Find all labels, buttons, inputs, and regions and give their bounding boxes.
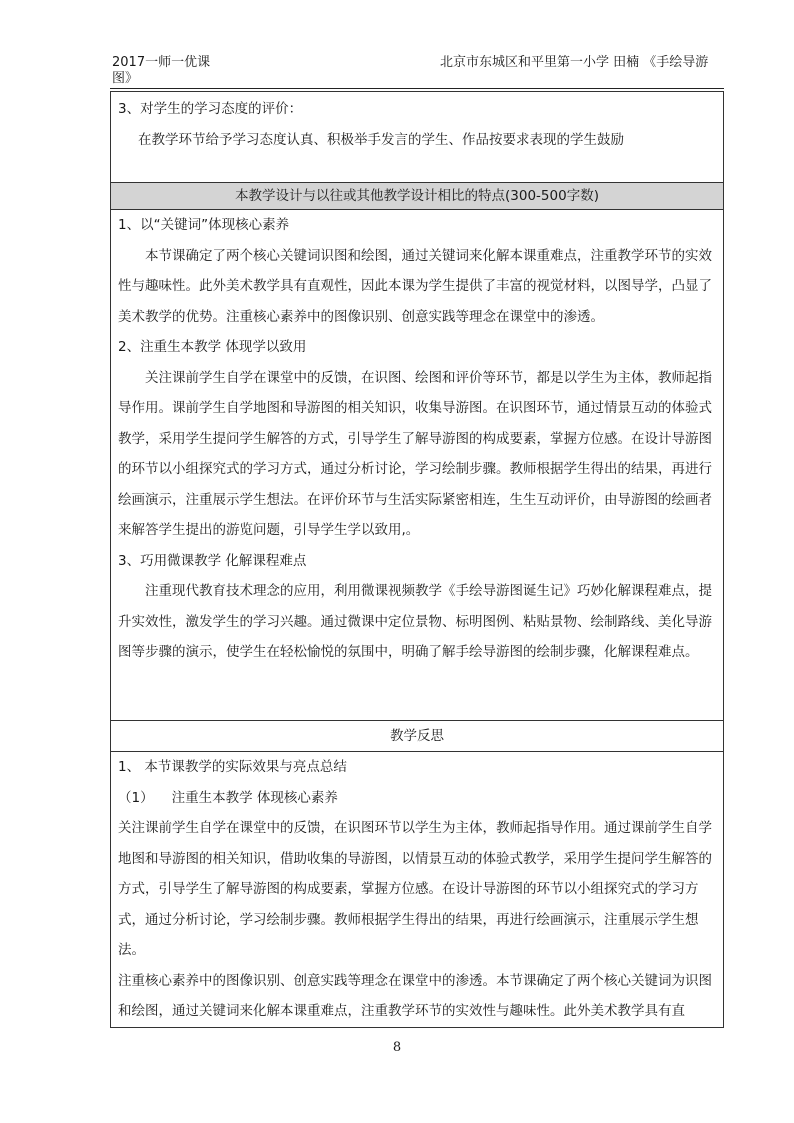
feature-3-text: 注重现代教育技术理念的应用，利用微课视频教学《手绘导游图诞生记》巧妙化解课程难点，提升实效性，激发学生的学习兴趣。通过微课中定位景物、标明图例、粘贴景物、绘制路线、美化导游图等步骤的演示，使学生在轻松愉悦的氛围中，明确了解手绘导游图的绘制步骤，化解课程难点。 [118, 583, 712, 660]
feature-1-text: 本节课确定了两个核心关键词识图和绘图，通过关键词来化解本课重难点，注重教学环节的实效性与趣味性。此外美术教学具有直观性，因此本课为学生提供了丰富的视觉材料，以图导学，凸显了美术教学的优势。注重核心素养中的图像识别、创意实践等理念在课堂中的渗透。 [118, 247, 712, 325]
reflection-heading: 1、 本节课教学的实际效果与亮点总结 [118, 759, 347, 775]
attitude-row [111, 92, 724, 183]
header-rule [110, 88, 724, 89]
reflection-band-title: 教学反思 [111, 721, 724, 752]
features-cell [111, 210, 724, 721]
reflection-text-1: 关注课前学生自学在课堂中的反馈，在识图环节以学生为主体，教师起指导作用。通过课前学生自学地图和导游图的相关知识，借助收集的导游图，以情景互动的体验式教学，采用学生提问学生解答的方式，引导学生了解导游图的构成要素，掌握方位感。在设计导游图的环节以小组探究式的学习方式，通过分析讨论，学习绘制步骤。教师根据学生得出的结果，再进行绘画演示，注重展示学生想法。 [118, 820, 712, 958]
feature-2-heading: 2、注重生本教学 体现学以致用 [118, 339, 307, 355]
header-right: 北京市东城区和平里第一小学 田楠 《手绘导游 [440, 55, 709, 70]
reflection-row [111, 752, 724, 1028]
features-band-row [111, 183, 724, 210]
reflection-subheading [118, 783, 716, 814]
attitude-text: 在教学环节给予学习态度认真、积极举手发言的学生、作品按要求表现的学生鼓励 [138, 131, 624, 148]
page-number: 8 [392, 1040, 402, 1055]
feature-2-text: 关注课前学生自学在课堂中的反馈，在识图、绘图和评价等环节，都是以学生为主体，教师起指导作用。课前学生自学地图和导游图的相关知识，收集导游图。在识图环节，通过情景互动的体验式教学，采用学生提问学生解答的方式，引导学生了解导游图的构成要素，掌握方位感。在设计导游图的环节以小组探究式的学习方式，通过分析讨论，学习绘制步骤。教师根据学生得出的结果，再进行绘画演示，注重展示学生想法。在评价环节与生活实际紧密相连，生生互动评价，由导游图的绘画者来解答学生提出的游览问题，引导学生学以致用,。 [118, 369, 712, 538]
reflection-text-2: 注重核心素养中的图像识别、创意实践等理念在课堂中的渗透。本节课确定了两个核心关键词为识图和绘图，通过关键词来化解本课重难点，注重教学环节的实效性与趣味性。此外美术教学具有直 [118, 972, 712, 1019]
attitude-cell [111, 92, 724, 183]
attitude-heading: 3、对学生的学习态度的评价： [118, 101, 303, 117]
reflection-sub-number: （1） [118, 789, 154, 806]
feature-3-heading: 3、巧用微课教学 化解课程难点 [118, 552, 307, 569]
reflection-sub-title: 注重生本教学 体现核心素养 [171, 789, 338, 806]
features-row [111, 210, 724, 721]
features-band-title: 本教学设计与以往或其他教学设计相比的特点(300-500字数) [111, 183, 724, 210]
reflection-cell [111, 752, 724, 1028]
header-left: 2017一师一优课图》 [112, 55, 211, 86]
lesson-design-table [110, 91, 724, 1028]
reflection-band-row [111, 721, 724, 752]
feature-1-heading: 1、以“关键词”体现核心素养 [118, 217, 290, 233]
